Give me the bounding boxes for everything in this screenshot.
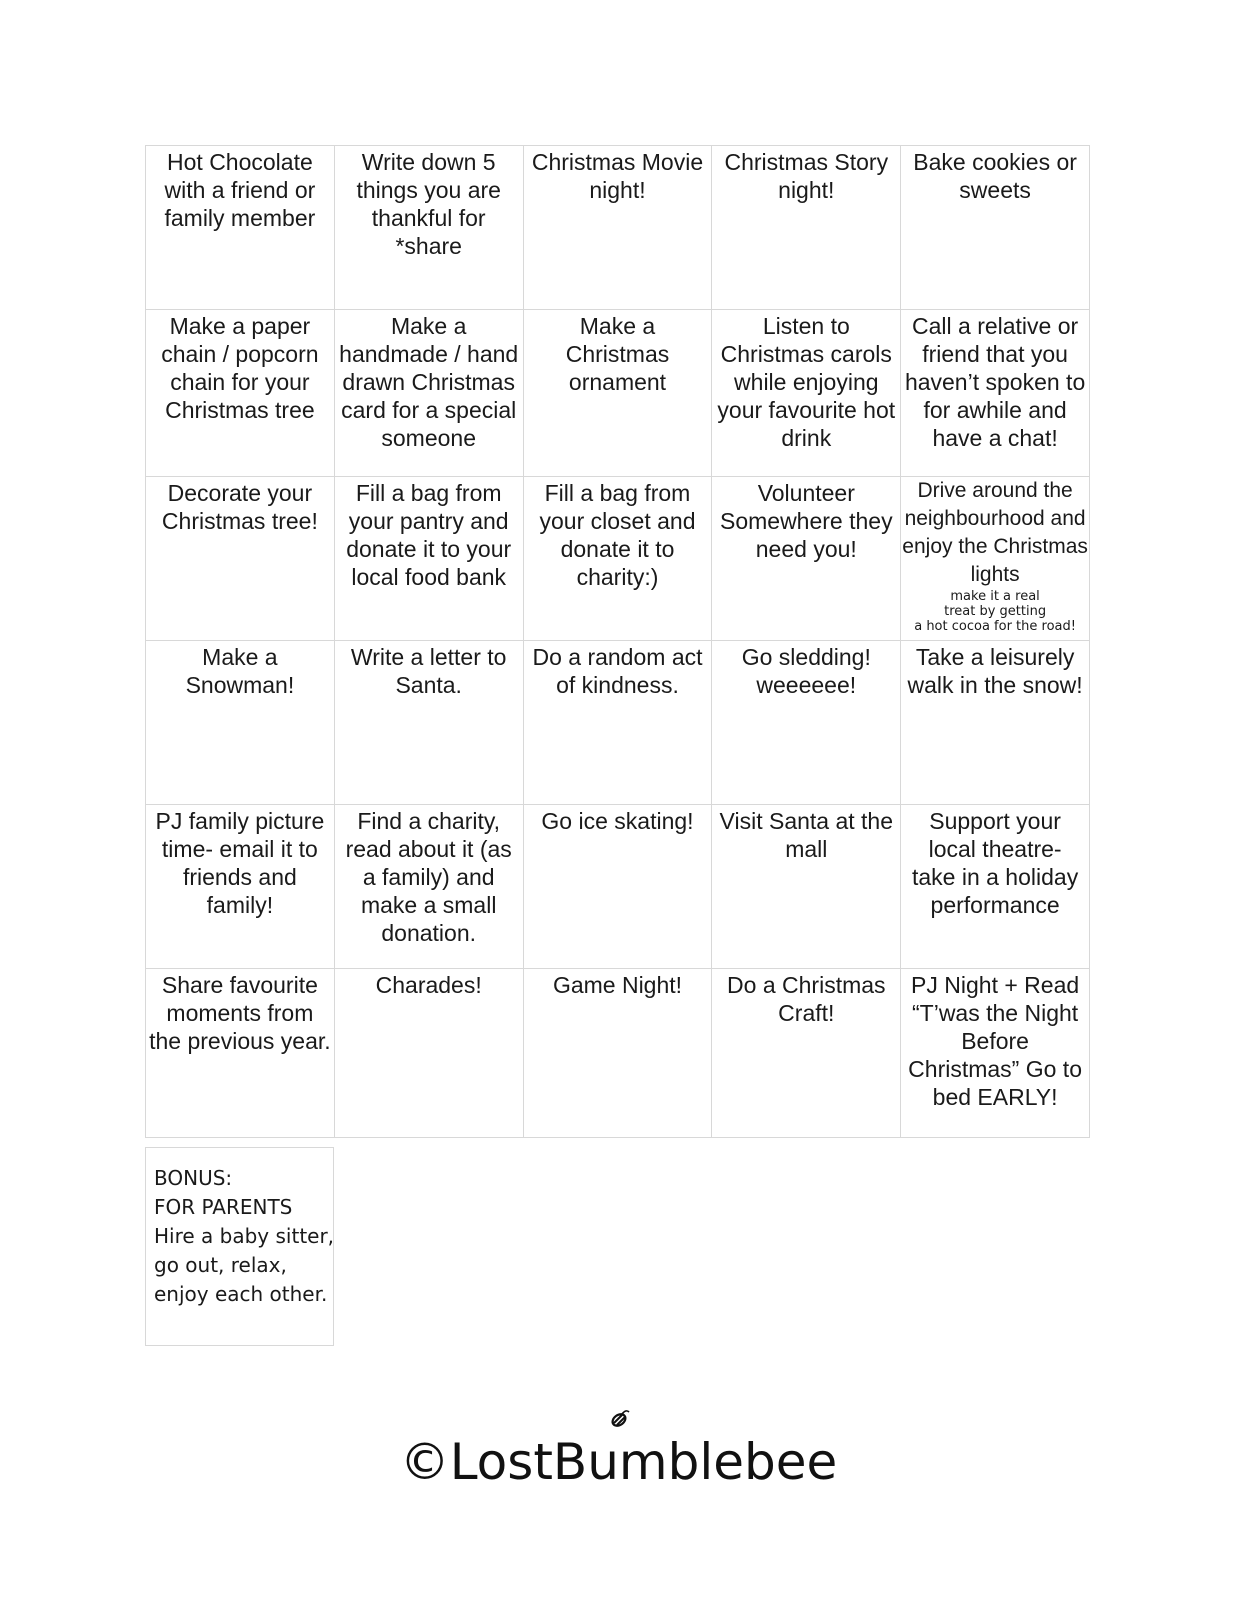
bonus-box: [145, 1147, 334, 1346]
cell-text: Find a charity, read about it (as a family) and make a small donation.: [345, 808, 512, 946]
grid-cell: [712, 146, 901, 310]
bonus-heading: BONUS:: [154, 1166, 233, 1190]
grid-cell: [334, 310, 523, 477]
grid-cell: [901, 969, 1090, 1138]
bonus-text: enjoy each other.: [154, 1282, 328, 1306]
footer: [0, 1405, 1237, 1491]
cell-text: Christmas Story night!: [724, 149, 889, 203]
cell-text: Make a handmade / hand drawn Christmas card for a special someone: [339, 313, 519, 451]
cell-text: PJ family picture time- email it to friends and family!: [155, 808, 325, 918]
grid-cell: [334, 477, 523, 641]
bonus-text: Hire a baby sitter,: [154, 1224, 335, 1248]
grid-cell: [901, 641, 1090, 805]
cell-text: Write a letter to Santa.: [350, 644, 507, 698]
grid-cell: [523, 969, 712, 1138]
cell-note: treat by getting: [944, 604, 1047, 619]
cell-text: Write down 5 things you are thankful for *share: [356, 149, 501, 259]
grid-row: [146, 969, 1090, 1138]
cell-text: Call a relative or friend that you haven’t spoken to for awhile and have a chat!: [904, 313, 1086, 451]
cell-text: Christmas Movie night!: [531, 149, 704, 203]
cell-note: make it a real: [950, 589, 1040, 604]
grid-cell: [334, 641, 523, 805]
cell-text: PJ Night + Read “T’was the Night Before Christmas” Go to bed EARLY!: [908, 972, 1082, 1110]
cell-text: Listen to Christmas carols while enjoying your favourite hot drink: [717, 313, 896, 451]
grid-row: [146, 146, 1090, 310]
grid-cell: [146, 641, 335, 805]
grid-cell: [146, 477, 335, 641]
grid-cell: [334, 805, 523, 969]
grid-cell: [334, 146, 523, 310]
copyright-brand: ©LostBumblebee: [399, 1433, 838, 1491]
grid-row: [146, 310, 1090, 477]
cell-text: Charades!: [375, 972, 482, 998]
cell-text: Go ice skating!: [541, 808, 694, 834]
grid-cell: [146, 310, 335, 477]
cell-note: a hot cocoa for the road!: [914, 619, 1076, 634]
cell-text: Game Night!: [552, 972, 683, 998]
grid-row: [146, 477, 1090, 641]
grid-cell: [712, 805, 901, 969]
cell-text: Support your local theatre- take in a holiday performance: [911, 808, 1079, 918]
cell-text: Fill a bag from your pantry and donate it to your local food bank: [346, 480, 512, 590]
grid-cell: [712, 310, 901, 477]
cell-text: Bake cookies or sweets: [913, 149, 1077, 203]
grid-cell: [523, 805, 712, 969]
grid-cell-lights: [901, 477, 1090, 641]
grid-cell: [523, 477, 712, 641]
cell-text: Go sledding! weeeeee!: [741, 644, 871, 698]
grid-cell: [901, 146, 1090, 310]
grid-cell: [334, 969, 523, 1138]
cell-text: Do a Christmas Craft!: [727, 972, 886, 1026]
grid-cell: [523, 641, 712, 805]
activity-grid: [145, 145, 1090, 1138]
cell-text: Do a random act of kindness.: [532, 644, 703, 698]
grid-cell: [146, 146, 335, 310]
cell-text: Fill a bag from your closet and donate it to charity:): [539, 480, 696, 590]
cell-text: Make a Snowman!: [185, 644, 295, 698]
cell-text: Decorate your Christmas tree!: [161, 480, 318, 534]
grid-cell: [712, 969, 901, 1138]
grid-cell: [712, 477, 901, 641]
bee-logo-icon: [605, 1405, 633, 1433]
cell-text: Hot Chocolate with a friend or family member: [164, 149, 316, 231]
bonus-text: go out, relax,: [154, 1253, 287, 1277]
cell-text: Drive around the neighbourhood and enjoy the Christmas lights: [902, 479, 1088, 586]
grid-cell: [146, 969, 335, 1138]
cell-text: Take a leisurely walk in the snow!: [907, 644, 1083, 698]
grid-cell: [901, 310, 1090, 477]
cell-text: Visit Santa at the mall: [719, 808, 894, 862]
grid-cell: [146, 805, 335, 969]
grid-cell: [712, 641, 901, 805]
cell-text: Share favourite moments from the previous year.: [149, 972, 331, 1054]
grid-cell: [523, 310, 712, 477]
cell-text: Volunteer Somewhere they need you!: [719, 480, 893, 562]
grid-row: [146, 641, 1090, 805]
grid-cell: [901, 805, 1090, 969]
bonus-subheading: FOR PARENTS: [154, 1195, 293, 1219]
cell-text: Make a paper chain / popcorn chain for your Christmas tree: [161, 313, 319, 423]
grid-cell: [523, 146, 712, 310]
cell-text: Make a Christmas ornament: [565, 313, 670, 395]
grid-row: [146, 805, 1090, 969]
